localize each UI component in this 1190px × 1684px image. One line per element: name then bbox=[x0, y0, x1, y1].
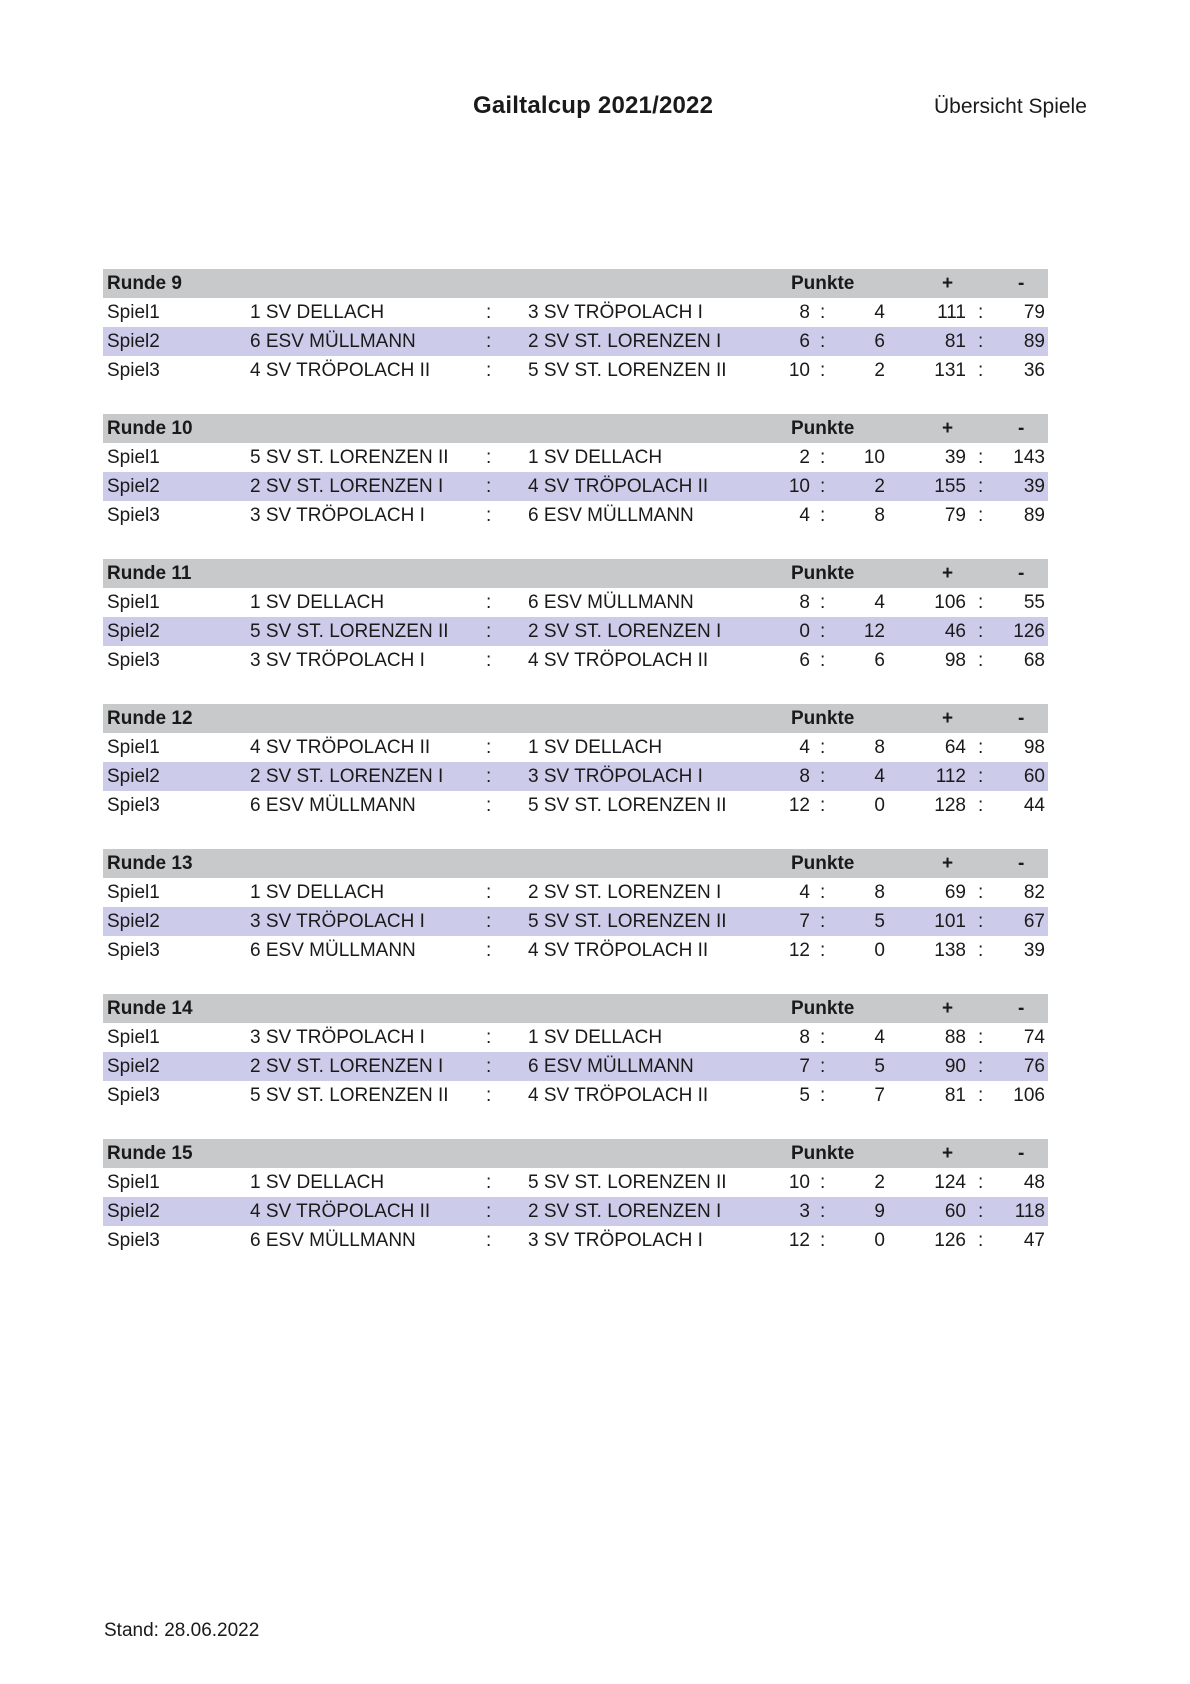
game-label: Spiel2 bbox=[107, 621, 160, 642]
minus-header: - bbox=[1018, 1143, 1025, 1164]
game-label: Spiel3 bbox=[107, 940, 160, 961]
points-separator: : bbox=[820, 592, 826, 613]
game-row bbox=[103, 878, 1048, 907]
score-separator: : bbox=[978, 360, 984, 381]
game-row bbox=[103, 1052, 1048, 1081]
team-separator: : bbox=[486, 360, 492, 381]
score-minus: 68 bbox=[1023, 650, 1045, 671]
punkte-header: Punkte bbox=[791, 418, 855, 439]
team-separator: : bbox=[486, 1201, 492, 1222]
game-label: Spiel2 bbox=[107, 331, 160, 352]
game-row bbox=[103, 936, 1048, 965]
points-separator: : bbox=[820, 331, 826, 352]
points-away: 5 bbox=[874, 911, 885, 932]
away-team: 3 SV TRÖPOLACH I bbox=[528, 766, 703, 787]
game-row bbox=[103, 791, 1048, 820]
game-label: Spiel2 bbox=[107, 911, 160, 932]
round-header-row bbox=[103, 559, 1048, 588]
game-label: Spiel2 bbox=[107, 476, 160, 497]
away-team: 2 SV ST. LORENZEN I bbox=[528, 882, 722, 903]
game-label: Spiel2 bbox=[107, 1201, 160, 1222]
score-plus: 124 bbox=[934, 1172, 966, 1193]
home-team: 1 SV DELLACH bbox=[250, 592, 385, 613]
points-away: 7 bbox=[874, 1085, 885, 1106]
game-label: Spiel3 bbox=[107, 1230, 160, 1251]
score-minus: 39 bbox=[1023, 476, 1045, 497]
score-minus: 44 bbox=[1023, 795, 1045, 816]
away-team: 4 SV TRÖPOLACH II bbox=[528, 476, 709, 497]
game-row bbox=[103, 356, 1048, 385]
game-row bbox=[103, 646, 1048, 675]
game-row bbox=[103, 762, 1048, 791]
score-separator: : bbox=[978, 940, 984, 961]
team-separator: : bbox=[486, 650, 492, 671]
plus-header: + bbox=[942, 273, 954, 294]
score-plus: 112 bbox=[935, 766, 966, 787]
points-separator: : bbox=[820, 1085, 826, 1106]
game-row bbox=[103, 501, 1048, 530]
points-away: 4 bbox=[874, 1027, 885, 1048]
points-home: 4 bbox=[799, 737, 810, 758]
team-separator: : bbox=[486, 447, 492, 468]
away-team: 2 SV ST. LORENZEN I bbox=[528, 1201, 722, 1222]
minus-header: - bbox=[1018, 853, 1025, 874]
points-home: 12 bbox=[788, 940, 810, 961]
team-separator: : bbox=[486, 505, 492, 526]
away-team: 1 SV DELLACH bbox=[528, 737, 663, 758]
score-plus: 60 bbox=[944, 1201, 966, 1222]
points-home: 4 bbox=[799, 505, 810, 526]
home-team: 1 SV DELLACH bbox=[250, 302, 385, 323]
round-label: Runde 14 bbox=[107, 998, 193, 1019]
home-team: 5 SV ST. LORENZEN II bbox=[250, 447, 449, 468]
points-separator: : bbox=[820, 795, 826, 816]
score-minus: 55 bbox=[1023, 592, 1045, 613]
round-block bbox=[103, 704, 1048, 820]
minus-header: - bbox=[1018, 273, 1025, 294]
score-minus: 126 bbox=[1013, 621, 1045, 642]
plus-header: + bbox=[942, 418, 954, 439]
points-home: 5 bbox=[799, 1085, 810, 1106]
home-team: 5 SV ST. LORENZEN II bbox=[250, 621, 449, 642]
punkte-header: Punkte bbox=[791, 273, 855, 294]
game-label: Spiel1 bbox=[107, 882, 160, 903]
game-label: Spiel3 bbox=[107, 360, 160, 381]
home-team: 6 ESV MÜLLMANN bbox=[250, 940, 416, 961]
points-home: 6 bbox=[799, 650, 810, 671]
points-away: 4 bbox=[874, 766, 885, 787]
points-away: 9 bbox=[874, 1201, 885, 1222]
points-home: 8 bbox=[799, 302, 810, 323]
home-team: 1 SV DELLACH bbox=[250, 882, 385, 903]
points-home: 8 bbox=[799, 1027, 810, 1048]
plus-header: + bbox=[942, 853, 954, 874]
points-separator: : bbox=[820, 1027, 826, 1048]
punkte-header: Punkte bbox=[791, 1143, 855, 1164]
away-team: 4 SV TRÖPOLACH II bbox=[528, 650, 709, 671]
away-team: 3 SV TRÖPOLACH I bbox=[528, 1230, 703, 1251]
round-block bbox=[103, 1139, 1048, 1255]
points-separator: : bbox=[820, 360, 826, 381]
points-away: 8 bbox=[874, 882, 885, 903]
game-label: Spiel3 bbox=[107, 650, 160, 671]
points-home: 7 bbox=[799, 911, 810, 932]
score-separator: : bbox=[978, 882, 984, 903]
score-minus: 82 bbox=[1023, 882, 1045, 903]
home-team: 2 SV ST. LORENZEN I bbox=[250, 476, 444, 497]
round-block bbox=[103, 414, 1048, 530]
score-plus: 79 bbox=[944, 505, 966, 526]
points-away: 0 bbox=[874, 1230, 885, 1251]
team-separator: : bbox=[486, 592, 492, 613]
points-separator: : bbox=[820, 911, 826, 932]
points-home: 8 bbox=[799, 766, 810, 787]
score-plus: 88 bbox=[944, 1027, 966, 1048]
punkte-header: Punkte bbox=[791, 708, 855, 729]
page-subtitle: Übersicht Spiele bbox=[934, 95, 1087, 118]
points-separator: : bbox=[820, 650, 826, 671]
score-minus: 39 bbox=[1023, 940, 1045, 961]
home-team: 3 SV TRÖPOLACH I bbox=[250, 505, 425, 526]
score-separator: : bbox=[978, 650, 984, 671]
away-team: 4 SV TRÖPOLACH II bbox=[528, 940, 709, 961]
points-away: 0 bbox=[874, 795, 885, 816]
away-team: 5 SV ST. LORENZEN II bbox=[528, 911, 727, 932]
points-separator: : bbox=[820, 505, 826, 526]
score-plus: 81 bbox=[944, 1085, 966, 1106]
game-label: Spiel3 bbox=[107, 505, 160, 526]
game-row bbox=[103, 472, 1048, 501]
score-minus: 48 bbox=[1023, 1172, 1045, 1193]
points-home: 3 bbox=[799, 1201, 810, 1222]
points-home: 12 bbox=[788, 1230, 810, 1251]
team-separator: : bbox=[486, 476, 492, 497]
points-separator: : bbox=[820, 447, 826, 468]
minus-header: - bbox=[1018, 708, 1025, 729]
round-block bbox=[103, 994, 1048, 1110]
score-separator: : bbox=[978, 766, 984, 787]
points-away: 5 bbox=[874, 1056, 885, 1077]
round-header-row bbox=[103, 1139, 1048, 1168]
stand-date: Stand: 28.06.2022 bbox=[104, 1620, 260, 1641]
score-separator: : bbox=[978, 331, 984, 352]
game-label: Spiel2 bbox=[107, 766, 160, 787]
round-block bbox=[103, 849, 1048, 965]
points-away: 10 bbox=[863, 447, 885, 468]
punkte-header: Punkte bbox=[791, 563, 855, 584]
score-plus: 101 bbox=[934, 911, 966, 932]
points-separator: : bbox=[820, 766, 826, 787]
game-row bbox=[103, 1197, 1048, 1226]
game-row bbox=[103, 1081, 1048, 1110]
team-separator: : bbox=[486, 1056, 492, 1077]
game-label: Spiel1 bbox=[107, 1027, 160, 1048]
game-label: Spiel1 bbox=[107, 737, 160, 758]
score-plus: 90 bbox=[944, 1056, 966, 1077]
points-home: 2 bbox=[799, 447, 810, 468]
punkte-header: Punkte bbox=[791, 853, 855, 874]
game-label: Spiel3 bbox=[107, 795, 160, 816]
game-label: Spiel1 bbox=[107, 447, 160, 468]
score-separator: : bbox=[978, 1085, 984, 1106]
score-plus: 138 bbox=[934, 940, 966, 961]
score-minus: 79 bbox=[1023, 302, 1045, 323]
team-separator: : bbox=[486, 940, 492, 961]
away-team: 6 ESV MÜLLMANN bbox=[528, 592, 694, 613]
team-separator: : bbox=[486, 882, 492, 903]
home-team: 6 ESV MÜLLMANN bbox=[250, 331, 416, 352]
round-block bbox=[103, 269, 1048, 385]
points-away: 6 bbox=[874, 650, 885, 671]
game-row bbox=[103, 298, 1048, 327]
points-away: 6 bbox=[874, 331, 885, 352]
home-team: 3 SV TRÖPOLACH I bbox=[250, 1027, 425, 1048]
round-block bbox=[103, 559, 1048, 675]
round-label: Runde 10 bbox=[107, 418, 193, 439]
home-team: 6 ESV MÜLLMANN bbox=[250, 795, 416, 816]
game-label: Spiel3 bbox=[107, 1085, 160, 1106]
away-team: 2 SV ST. LORENZEN I bbox=[528, 331, 722, 352]
points-home: 10 bbox=[788, 360, 810, 381]
score-plus: 69 bbox=[944, 882, 966, 903]
page-title: Gailtalcup 2021/2022 bbox=[473, 92, 714, 119]
round-header-row bbox=[103, 849, 1048, 878]
score-separator: : bbox=[978, 911, 984, 932]
game-row bbox=[103, 1226, 1048, 1255]
points-separator: : bbox=[820, 1201, 826, 1222]
points-home: 10 bbox=[788, 1172, 810, 1193]
score-minus: 118 bbox=[1014, 1201, 1045, 1222]
points-separator: : bbox=[820, 476, 826, 497]
home-team: 4 SV TRÖPOLACH II bbox=[250, 1201, 431, 1222]
points-home: 4 bbox=[799, 882, 810, 903]
points-separator: : bbox=[820, 1230, 826, 1251]
score-separator: : bbox=[978, 1056, 984, 1077]
game-label: Spiel1 bbox=[107, 302, 160, 323]
points-home: 8 bbox=[799, 592, 810, 613]
away-team: 5 SV ST. LORENZEN II bbox=[528, 360, 727, 381]
score-separator: : bbox=[978, 592, 984, 613]
score-plus: 106 bbox=[934, 592, 966, 613]
away-team: 1 SV DELLACH bbox=[528, 447, 663, 468]
points-home: 0 bbox=[799, 621, 810, 642]
points-home: 6 bbox=[799, 331, 810, 352]
minus-header: - bbox=[1018, 998, 1025, 1019]
points-separator: : bbox=[820, 940, 826, 961]
round-label: Runde 9 bbox=[107, 273, 182, 294]
home-team: 5 SV ST. LORENZEN II bbox=[250, 1085, 449, 1106]
score-plus: 131 bbox=[934, 360, 966, 381]
minus-header: - bbox=[1018, 563, 1025, 584]
team-separator: : bbox=[486, 1027, 492, 1048]
home-team: 4 SV TRÖPOLACH II bbox=[250, 737, 431, 758]
points-away: 2 bbox=[874, 476, 885, 497]
score-separator: : bbox=[978, 476, 984, 497]
game-row bbox=[103, 588, 1048, 617]
score-plus: 46 bbox=[944, 621, 966, 642]
plus-header: + bbox=[942, 563, 954, 584]
round-header-row bbox=[103, 994, 1048, 1023]
rounds-table bbox=[103, 269, 1048, 1284]
score-separator: : bbox=[978, 1201, 984, 1222]
score-separator: : bbox=[978, 505, 984, 526]
round-label: Runde 11 bbox=[107, 563, 192, 584]
score-minus: 67 bbox=[1023, 911, 1045, 932]
points-separator: : bbox=[820, 1056, 826, 1077]
home-team: 3 SV TRÖPOLACH I bbox=[250, 911, 425, 932]
home-team: 2 SV ST. LORENZEN I bbox=[250, 766, 444, 787]
game-label: Spiel1 bbox=[107, 1172, 160, 1193]
plus-header: + bbox=[942, 998, 954, 1019]
home-team: 6 ESV MÜLLMANN bbox=[250, 1230, 416, 1251]
home-team: 4 SV TRÖPOLACH II bbox=[250, 360, 431, 381]
score-plus: 128 bbox=[934, 795, 966, 816]
game-row bbox=[103, 327, 1048, 356]
plus-header: + bbox=[942, 708, 954, 729]
points-home: 12 bbox=[788, 795, 810, 816]
score-minus: 76 bbox=[1023, 1056, 1045, 1077]
team-separator: : bbox=[486, 1085, 492, 1106]
score-separator: : bbox=[978, 795, 984, 816]
score-plus: 111 bbox=[937, 302, 966, 323]
away-team: 4 SV TRÖPOLACH II bbox=[528, 1085, 709, 1106]
points-home: 7 bbox=[799, 1056, 810, 1077]
team-separator: : bbox=[486, 1172, 492, 1193]
score-separator: : bbox=[978, 1172, 984, 1193]
team-separator: : bbox=[486, 737, 492, 758]
score-minus: 98 bbox=[1023, 737, 1045, 758]
points-away: 0 bbox=[874, 940, 885, 961]
points-away: 2 bbox=[874, 1172, 885, 1193]
home-team: 3 SV TRÖPOLACH I bbox=[250, 650, 425, 671]
round-label: Runde 13 bbox=[107, 853, 193, 874]
game-row bbox=[103, 443, 1048, 472]
game-row bbox=[103, 1023, 1048, 1052]
score-plus: 81 bbox=[944, 331, 966, 352]
round-header-row bbox=[103, 414, 1048, 443]
team-separator: : bbox=[486, 766, 492, 787]
away-team: 1 SV DELLACH bbox=[528, 1027, 663, 1048]
team-separator: : bbox=[486, 621, 492, 642]
points-separator: : bbox=[820, 621, 826, 642]
round-header-row bbox=[103, 269, 1048, 298]
score-separator: : bbox=[978, 302, 984, 323]
score-minus: 74 bbox=[1023, 1027, 1045, 1048]
score-separator: : bbox=[978, 737, 984, 758]
round-label: Runde 12 bbox=[107, 708, 193, 729]
away-team: 3 SV TRÖPOLACH I bbox=[528, 302, 703, 323]
away-team: 5 SV ST. LORENZEN II bbox=[528, 1172, 727, 1193]
home-team: 2 SV ST. LORENZEN I bbox=[250, 1056, 444, 1077]
points-away: 2 bbox=[874, 360, 885, 381]
score-minus: 60 bbox=[1023, 766, 1045, 787]
game-row bbox=[103, 1168, 1048, 1197]
home-team: 1 SV DELLACH bbox=[250, 1172, 385, 1193]
minus-header: - bbox=[1018, 418, 1025, 439]
round-label: Runde 15 bbox=[107, 1143, 193, 1164]
score-separator: : bbox=[978, 1027, 984, 1048]
score-plus: 39 bbox=[944, 447, 966, 468]
score-plus: 126 bbox=[934, 1230, 966, 1251]
score-minus: 89 bbox=[1023, 331, 1045, 352]
team-separator: : bbox=[486, 1230, 492, 1251]
score-plus: 98 bbox=[944, 650, 966, 671]
points-away: 8 bbox=[874, 737, 885, 758]
points-separator: : bbox=[820, 882, 826, 903]
points-separator: : bbox=[820, 737, 826, 758]
points-separator: : bbox=[820, 1172, 826, 1193]
score-plus: 64 bbox=[944, 737, 966, 758]
game-row bbox=[103, 733, 1048, 762]
score-minus: 106 bbox=[1013, 1085, 1045, 1106]
score-plus: 155 bbox=[934, 476, 966, 497]
round-header-row bbox=[103, 704, 1048, 733]
score-separator: : bbox=[978, 447, 984, 468]
game-row bbox=[103, 907, 1048, 936]
points-away: 12 bbox=[863, 621, 885, 642]
away-team: 2 SV ST. LORENZEN I bbox=[528, 621, 722, 642]
score-minus: 36 bbox=[1023, 360, 1045, 381]
points-home: 10 bbox=[788, 476, 810, 497]
game-label: Spiel2 bbox=[107, 1056, 160, 1077]
score-minus: 143 bbox=[1013, 447, 1045, 468]
away-team: 6 ESV MÜLLMANN bbox=[528, 1056, 694, 1077]
game-row bbox=[103, 617, 1048, 646]
team-separator: : bbox=[486, 331, 492, 352]
team-separator: : bbox=[486, 795, 492, 816]
away-team: 5 SV ST. LORENZEN II bbox=[528, 795, 727, 816]
team-separator: : bbox=[486, 302, 492, 323]
punkte-header: Punkte bbox=[791, 998, 855, 1019]
score-separator: : bbox=[978, 621, 984, 642]
points-away: 4 bbox=[874, 302, 885, 323]
points-separator: : bbox=[820, 302, 826, 323]
game-label: Spiel1 bbox=[107, 592, 160, 613]
score-separator: : bbox=[978, 1230, 984, 1251]
score-minus: 47 bbox=[1023, 1230, 1045, 1251]
score-minus: 89 bbox=[1023, 505, 1045, 526]
plus-header: + bbox=[942, 1143, 954, 1164]
team-separator: : bbox=[486, 911, 492, 932]
points-away: 8 bbox=[874, 505, 885, 526]
away-team: 6 ESV MÜLLMANN bbox=[528, 505, 694, 526]
points-away: 4 bbox=[874, 592, 885, 613]
